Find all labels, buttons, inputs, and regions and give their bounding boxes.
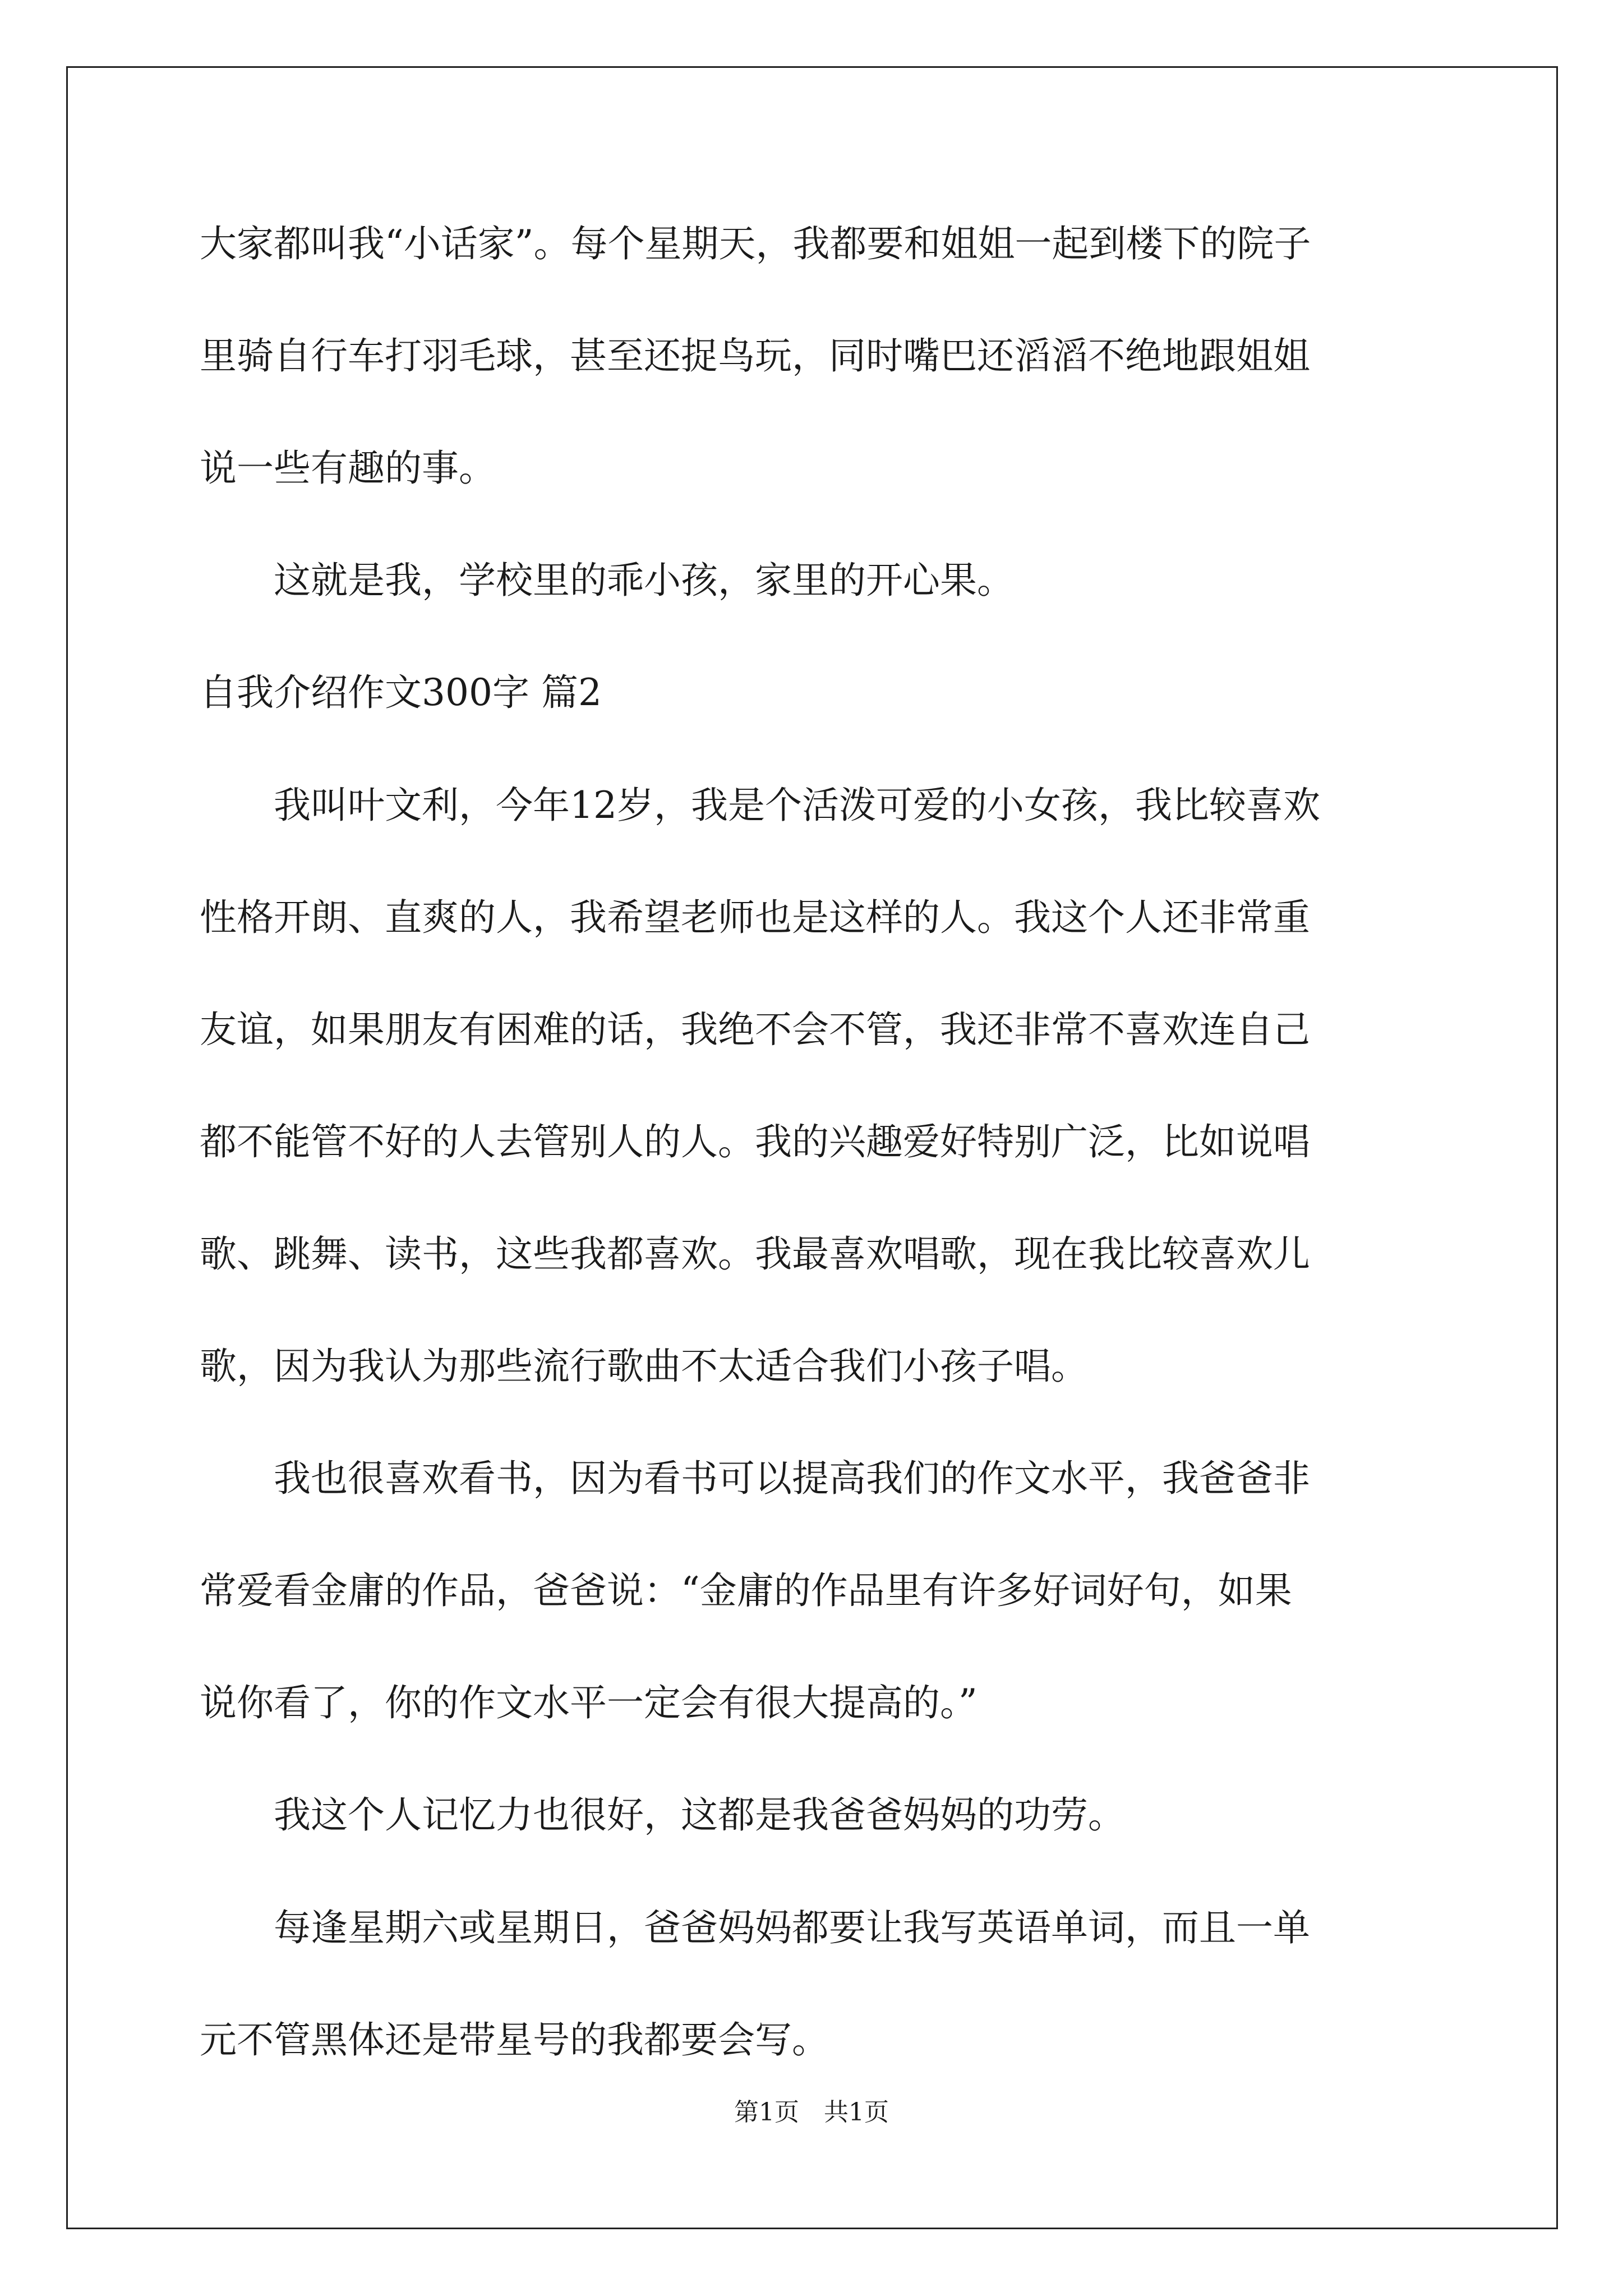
text-line: 我叫叶文利，今年12岁，我是个活泼可爱的小女孩，我比较喜欢 bbox=[200, 783, 1320, 827]
text-line: 说你看了，你的作文水平一定会有很大提高的。” bbox=[200, 1681, 978, 1725]
page-footer: 第1页 共1页 bbox=[734, 2098, 889, 2127]
text-line: 大家都叫我“小话家”。每个星期天，我都要和姐姐一起到楼下的院子 bbox=[200, 222, 1311, 265]
text-line: 每逢星期六或星期日，爸爸妈妈都要让我写英语单词，而且一单 bbox=[200, 1906, 1310, 1949]
text-line: 这就是我，学校里的乖小孩，家里的开心果。 bbox=[200, 559, 1014, 602]
text-line: 说一些有趣的事。 bbox=[200, 447, 496, 490]
text-line: 元不管黑体还是带星号的我都要会写。 bbox=[200, 2018, 829, 2062]
text-line: 我这个人记忆力也很好，这都是我爸爸妈妈的功劳。 bbox=[200, 1793, 1125, 1837]
section-heading: 自我介绍作文300字 篇2 bbox=[200, 671, 602, 715]
text-line: 歌、跳舞、读书，这些我都喜欢。我最喜欢唱歌，现在我比较喜欢儿 bbox=[200, 1232, 1310, 1276]
text-line: 性格开朗、直爽的人，我希望老师也是这样的人。我这个人还非常重 bbox=[200, 895, 1310, 939]
text-line: 都不能管不好的人去管别人的人。我的兴趣爱好特别广泛，比如说唱 bbox=[200, 1120, 1310, 1163]
text-line: 常爱看金庸的作品，爸爸说：“金庸的作品里有许多好词好句，如果 bbox=[200, 1569, 1292, 1613]
text-line: 我也很喜欢看书，因为看书可以提高我们的作文水平，我爸爸非 bbox=[200, 1457, 1310, 1501]
text-line: 里骑自行车打羽毛球，甚至还捉鸟玩，同时嘴巴还滔滔不绝地跟姐姐 bbox=[200, 334, 1310, 378]
text-line: 友谊，如果朋友有困难的话，我绝不会不管，我还非常不喜欢连自己 bbox=[200, 1007, 1310, 1051]
text-line: 歌，因为我认为那些流行歌曲不太适合我们小孩子唱。 bbox=[200, 1345, 1088, 1388]
